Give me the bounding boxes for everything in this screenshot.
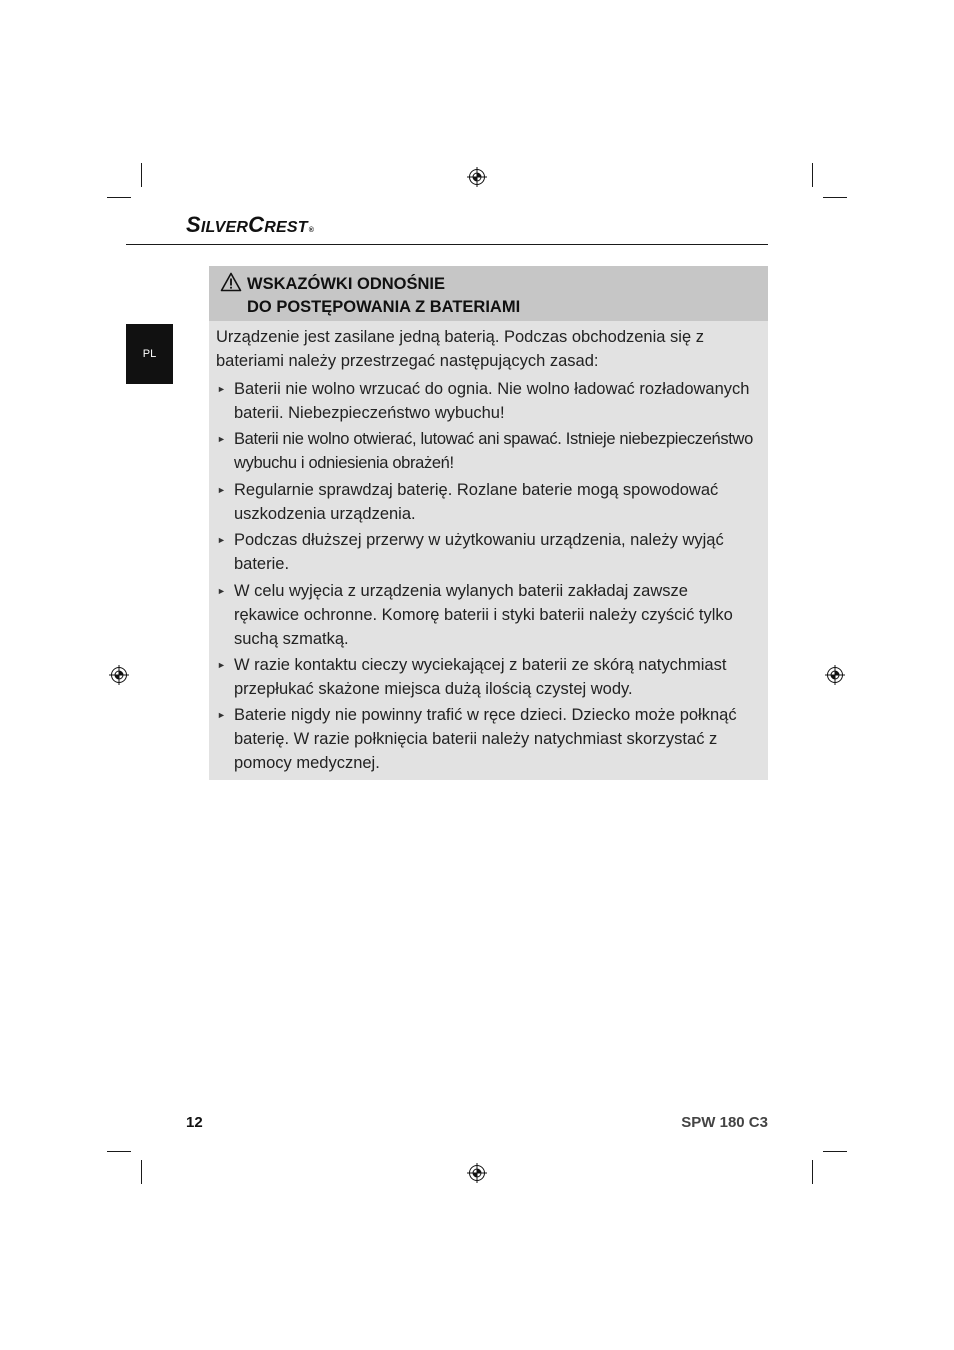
list-item-text: W razie kontaktu cieczy wyciekającej z baterii ze skórą natychmiast przepłukać skażone miejsca dużą ilością czystej wody.: [234, 655, 727, 698]
list-item-text: Baterii nie wolno otwierać, lutować ani spawać. Istnieje niebezpieczeństwo wybuchu i odniesienia obrażeń!: [234, 430, 753, 473]
notice-list: [216, 377, 756, 775]
header-rule: [126, 244, 768, 245]
notice-title-line: DO POSTĘPOWANIA Z BATERIAMI: [247, 298, 521, 316]
brand-letters: REST: [264, 219, 308, 236]
brand-logo: [186, 212, 314, 238]
arrow-bullet-icon: ►: [217, 434, 226, 445]
list-item: [216, 478, 756, 526]
notice-header: [209, 266, 768, 321]
crop-mark: [107, 1151, 131, 1152]
list-item-text: Podczas dłuższej przerwy w użytkowaniu urządzenia, należy wyjąć baterie.: [234, 531, 724, 574]
list-item: [216, 579, 756, 651]
list-item: [216, 427, 756, 475]
arrow-bullet-icon: ►: [217, 710, 226, 721]
list-item-text: Regularnie sprawdzaj baterię. Rozlane baterie mogą spowodować uszkodzenia urządzenia.: [234, 480, 719, 523]
registered-mark: ®: [308, 227, 315, 234]
registration-mark-icon: [825, 665, 845, 685]
list-item-text: Baterie nigdy nie powinny trafić w ręce dzieci. Dziecko może połknąć baterię. W razie połknięcia baterii należy natychmiast skorzystać z pomocy medycznej.: [234, 706, 737, 773]
page-number: 12: [186, 1114, 203, 1131]
registration-mark-icon: [467, 167, 487, 187]
notice-title: [247, 273, 758, 319]
arrow-bullet-icon: ►: [217, 585, 226, 596]
registration-mark-icon: [467, 1163, 487, 1183]
crop-mark: [823, 197, 847, 198]
crop-mark: [823, 1151, 847, 1152]
language-tab: PL: [126, 324, 173, 384]
crop-mark: [141, 163, 142, 187]
registration-mark-icon: [109, 665, 129, 685]
notice-body: [209, 321, 768, 775]
brand-letter: C: [248, 212, 265, 237]
crop-mark: [141, 1160, 142, 1184]
list-item: [216, 703, 756, 775]
list-item: [216, 528, 756, 576]
arrow-bullet-icon: ►: [217, 384, 226, 394]
list-item-text: W celu wyjęcia z urządzenia wylanych baterii zakładaj zawsze rękawice ochronne. Komorę baterii i styki baterii należy czyścić tylko suchą szmatką.: [234, 581, 733, 648]
arrow-bullet-icon: ►: [217, 535, 226, 546]
warning-triangle-icon: [220, 272, 242, 292]
crop-mark: [107, 197, 131, 198]
list-item-text: Baterii nie wolno wrzucać do ognia. Nie wolno ładować rozładowanych baterii. Niebezpieczeństwo wybuchu!: [234, 380, 750, 422]
model-number: SPW 180 C3: [681, 1114, 768, 1131]
notice-intro: Urządzenie jest zasilane jedną baterią. Podczas obchodzenia się z bateriami należy przestrzegać następujących zasad:: [216, 328, 704, 370]
list-item: [216, 653, 756, 701]
crop-mark: [812, 163, 813, 187]
brand-letter: S: [186, 212, 201, 237]
arrow-bullet-icon: ►: [217, 659, 226, 670]
list-item: [216, 377, 756, 425]
battery-safety-notice: [209, 266, 768, 780]
crop-mark: [812, 1160, 813, 1184]
notice-title-line: WSKAZÓWKI ODNOŚNIE: [247, 275, 445, 293]
brand-letters: ILVER: [200, 219, 249, 236]
arrow-bullet-icon: ►: [217, 484, 226, 495]
